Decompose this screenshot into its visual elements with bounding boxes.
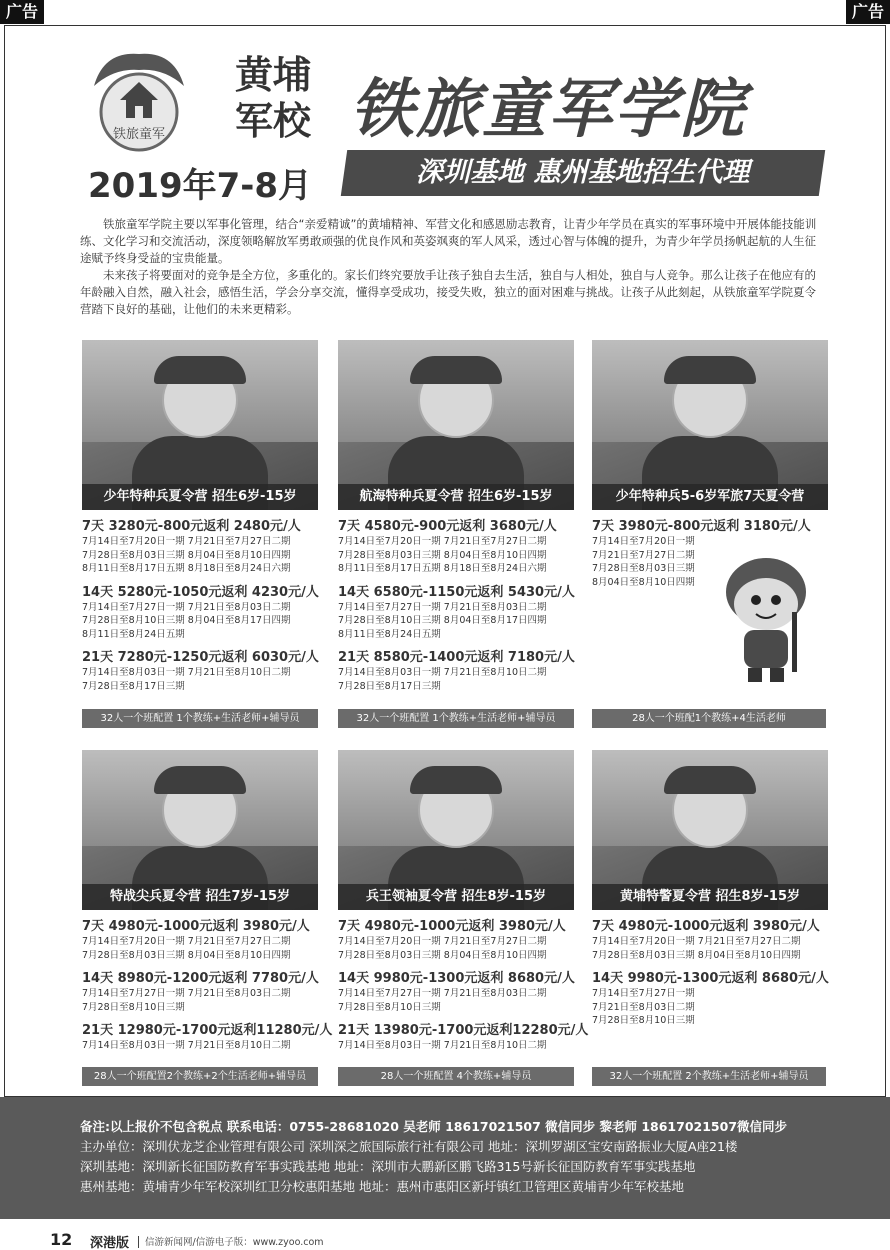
school-name-line-2: 军校: [234, 99, 311, 143]
schedule: 7月14日至7月20日一期 7月21日至7月27日二期 7月28日至8月03日三期 8月04日至8月10日四期: [82, 936, 291, 961]
camp-title: 黄埔特警夏令营 招生8岁-15岁: [592, 884, 828, 910]
footer-note: 备注:以上报价不包含税点 联系电话：0755-28681020 吴老师 18617021507 微信同步 黎老师 18617021507微信同步: [80, 1119, 788, 1134]
ad-tag-left: 广告: [0, 0, 44, 24]
academy-logo: [84, 46, 194, 156]
schedule: 7月14日至7月27日一期 7月21日至8月03日二期 7月28日至8月10日三期 8月04日至8月17日四期 8月11日至8月24日五期: [82, 601, 291, 640]
price-line: 7天 4580元-900元返利 3680元/人: [338, 519, 557, 534]
price-line: 21天 12980元-1700元返利11280元/人: [82, 1023, 333, 1038]
camp-card-6: [592, 750, 828, 1028]
page-website: 信游新闻网/信游电子版：www.zyoo.com: [145, 1237, 324, 1248]
page-number: 12: [50, 1230, 73, 1249]
intro-text: [80, 216, 825, 318]
price-line: 14天 6580元-1150元返利 5430元/人: [338, 584, 575, 600]
schedule: 7月14日至7月27日一期 7月21日至8月03日二期 7月28日至8月10日三期: [82, 988, 291, 1013]
camp-photo: [338, 750, 574, 910]
schedule: 7月14日至8月03日一期 7月21日至8月10日二期: [82, 1040, 291, 1051]
price-line: 7天 3980元-800元返利 3180元/人: [592, 519, 811, 534]
intro-paragraph-2: 未来孩子将要面对的竞争是全方位，多重化的。家长们终究要放手让孩子独自去生活，独自与人相处，独自与人竞争。那么让孩子在他应有的年龄融入自然，融入社会，感悟生活，学会分享交流，懂得享受成功，接受失败，独立的面对困难与挑战。让孩子从此刻起，从铁旅童军学院夏令营踏下良好的基础，让他们的未来更精彩。: [80, 268, 816, 316]
schedule: 7月14日至7月27日一期 7月21日至8月03日二期 7月28日至8月10日三期 8月04日至8月17日四期 8月11日至8月24日五期: [338, 601, 547, 640]
mascot-soldier-icon: [718, 552, 814, 684]
price-line: 14天 9980元-1300元返利 8680元/人: [592, 971, 829, 986]
recruit-banner-text: 深圳基地 惠州基地招生代理: [416, 157, 750, 188]
class-config-4: 28人一个班配置2个教练+2个生活老师+辅导员: [82, 1067, 318, 1086]
price-line: 21天 13980元-1700元返利12280元/人: [338, 1023, 589, 1038]
camp-photo: [82, 750, 318, 910]
price-line: 7天 4980元-1000元返利 3980元/人: [82, 919, 310, 934]
schedule: 7月14日至8月03日一期 7月21日至8月10日二期 7月28日至8月17日三期: [82, 667, 291, 692]
school-name: [218, 52, 328, 144]
price-line: 14天 5280元-1050元返利 4230元/人: [82, 584, 319, 600]
camp-photo: [82, 340, 318, 510]
camp-card-4: [82, 750, 333, 1053]
footer-organizer: 主办单位：深圳伏龙芝企业管理有限公司 深圳深之旅国际旅行社有限公司 地址：深圳罗湖区宝安南路振业大厦A座21楼: [80, 1139, 738, 1154]
class-config-1: 32人一个班配置 1个教练+生活老师+辅导员: [82, 709, 318, 728]
recruit-banner: [341, 150, 825, 196]
schedule: 7月14日至7月27日一期 7月21日至8月03日二期 7月28日至8月10日三期: [592, 988, 695, 1026]
schedule: 7月14日至7月27日一期 7月21日至8月03日二期 7月28日至8月10日三期: [338, 988, 547, 1013]
camp-title: 特战尖兵夏令营 招生7岁-15岁: [82, 884, 318, 910]
schedule: 7月14日至7月20日一期 7月21日至7月27日二期 7月28日至8月03日三期 8月04日至8月10日四期 8月11日至8月17日五期 8月18日至8月24日六期: [82, 536, 291, 574]
price-line: 14天 8980元-1200元返利 7780元/人: [82, 971, 319, 986]
brand-title: 铁旅童军学院: [350, 73, 746, 147]
camp-photo: [592, 340, 828, 510]
schedule: 7月14日至8月03日一期 7月21日至8月10日二期: [338, 1040, 547, 1051]
intro-paragraph-1: 铁旅童军学院主要以军事化管理，结合“亲爱精诚”的黄埔精神、军营文化和感恩励志教育，让青少年学员在真实的军事环境中开展体能技能训练、文化学习和交流活动，深度领略解放军勇敢顽强的优良作风和英姿飒爽的军人风采，透过心智与体魄的提升，为青少年学员扬帆起航的人生征途赋予终身受益的宝贵能量。: [80, 217, 817, 265]
page-footer: [0, 1228, 890, 1250]
camp-card-2: [338, 340, 574, 693]
school-name-line-1: 黄埔: [234, 53, 311, 97]
class-config-3: 28人一个班配1个教练+4生活老师: [592, 709, 826, 728]
logo-text: 铁旅童军: [112, 127, 166, 142]
camp-title: 航海特种兵夏令营 招生6岁-15岁: [338, 484, 574, 510]
price-line: 7天 3280元-800元返利 2480元/人: [82, 519, 301, 534]
schedule: 7月14日至7月20日一期 7月21日至7月27日二期 7月28日至8月03日三期 8月04日至8月10日四期: [592, 936, 801, 961]
class-config-5: 28人一个班配置 4个教练+辅导员: [338, 1067, 574, 1086]
price-line: 7天 4980元-1000元返利 3980元/人: [338, 919, 566, 934]
camp-title: 兵王领袖夏令营 招生8岁-15岁: [338, 884, 574, 910]
page-section-name: 深港版: [90, 1236, 130, 1250]
schedule: 7月14日至8月03日一期 7月21日至8月10日二期 7月28日至8月17日三期: [338, 667, 547, 692]
class-config-6: 32人一个班配置 2个教练+生活老师+辅导员: [592, 1067, 826, 1086]
footer-huizhou-base: 惠州基地：黄埔青少年军校深圳红卫分校惠阳基地 地址：惠州市惠阳区新圩镇红卫管理区黄埔青少年军校基地: [80, 1179, 684, 1194]
price-line: 14天 9980元-1300元返利 8680元/人: [338, 971, 575, 986]
camp-photo: [592, 750, 828, 910]
schedule: 7月14日至7月20日一期 7月21日至7月27日二期 7月28日至8月03日三期 8月04日至8月10日四期: [338, 936, 547, 961]
price-line: 21天 7280元-1250元返利 6030元/人: [82, 650, 319, 665]
camp-photo: [338, 340, 574, 510]
schedule: 7月14日至7月20日一期 7月21日至7月27日二期 7月28日至8月03日三期 8月04日至8月10日四期: [592, 536, 695, 588]
contact-footer: [0, 1097, 890, 1219]
price-line: 21天 8580元-1400元返利 7180元/人: [338, 650, 575, 665]
class-config-2: 32人一个班配置 1个教练+生活老师+辅导员: [338, 709, 574, 728]
camp-title: 少年特种兵5-6岁军旅7天夏令营: [592, 484, 828, 510]
camp-date: 2019年7-8月: [88, 166, 313, 206]
camp-card-5: [338, 750, 589, 1053]
schedule: 7月14日至7月20日一期 7月21日至7月27日二期 7月28日至8月03日三期 8月04日至8月10日四期 8月11日至8月17日五期 8月18日至8月24日六期: [338, 536, 547, 574]
price-line: 7天 4980元-1000元返利 3980元/人: [592, 919, 820, 934]
ad-tag-right: 广告: [846, 0, 890, 24]
camp-title: 少年特种兵夏令营 招生6岁-15岁: [82, 484, 318, 510]
camp-card-1: [82, 340, 318, 693]
footer-shenzhen-base: 深圳基地：深圳新长征国防教育军事实践基地 地址：深圳市大鹏新区鹏飞路315号新长征国防教育军事实践基地: [80, 1159, 696, 1174]
